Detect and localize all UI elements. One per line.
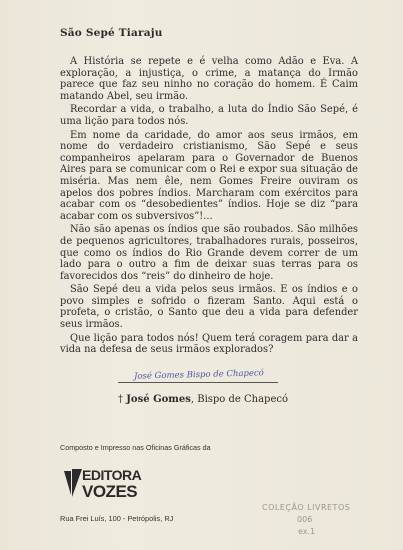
printer-credit: Composto e Impresso nas Oficinas Gráficas da: [60, 443, 211, 452]
handwritten-signature: [118, 370, 278, 386]
editora-vozes-logo: [62, 465, 152, 505]
paragraph: Recordar a vida, o trabalho, a luta do Índio São Sepé, é uma lição para todos nós.: [60, 104, 358, 127]
paragraph: A História se repete e é velha como Adão e Eva. A exploração, a injustiça, o crime, a matança do Irmão parece que faz seu ninho no coração do homem. É Caim matando Abel, seu irmão.: [60, 56, 358, 102]
pencil-annotation: COLEÇÃO LIVRETOS: [262, 503, 351, 512]
pencil-annotation: 006: [297, 515, 313, 524]
pencil-annotation: ex.1: [298, 527, 316, 536]
paragraph: Em nome da caridade, do amor aos seus irmãos, em nome do verdadeiro cristianismo, São Sepé e seus companheiros apelaram para o Governador de Buenos Aires para se comunicar com o Rei e expor sua situação de miséria. Mas nem êle, nem Gomes Freire ouviram os apelos dos pobres índios. Marcharam com exércitos para acabar com os “desobedientes” índios. Hoje se diz “para acabar com os subversivos”!...: [60, 129, 358, 222]
signature-title: , Bispo de Chapecó: [190, 394, 288, 405]
signature-name: José Gomes: [126, 394, 191, 405]
signature-block: [118, 394, 288, 405]
document-title: São Sepé Tiaraju: [60, 27, 163, 39]
paragraph: São Sepé deu a vida pelos seus irmãos. E os índios e o povo simples e sofrido o fizeram Santo. Aqui está o profeta, o cristão, o Santo que deu a vida para defender seus irmãos.: [60, 284, 358, 331]
signature-script: José Gomes Bispo de Chapecó: [133, 368, 264, 382]
body-text: [60, 56, 358, 358]
paragraph: Que lição para todos nós! Quem terá coragem para dar a vida na defesa de seus irmãos explorados?: [60, 332, 358, 356]
cross-icon: †: [118, 394, 123, 405]
publisher-address: Rua Frei Luís, 100 - Petrópolis, RJ: [60, 514, 174, 523]
vozes-logo-icon: [62, 467, 84, 499]
signature-rule: [118, 382, 278, 383]
logo-text-editora: EDITORA: [82, 467, 142, 483]
paragraph: Não são apenas os índios que são roubados. São milhões de pequenos agricultores, trabalhadores rurais, posseiros, que como os índios do Rio Grande devem correr de um lado para o outro a fim de deixar suas terras para os favorecidos dos “reis” do dinheiro de hoje.: [60, 224, 358, 282]
logo-text-vozes: VOZES: [82, 482, 138, 501]
